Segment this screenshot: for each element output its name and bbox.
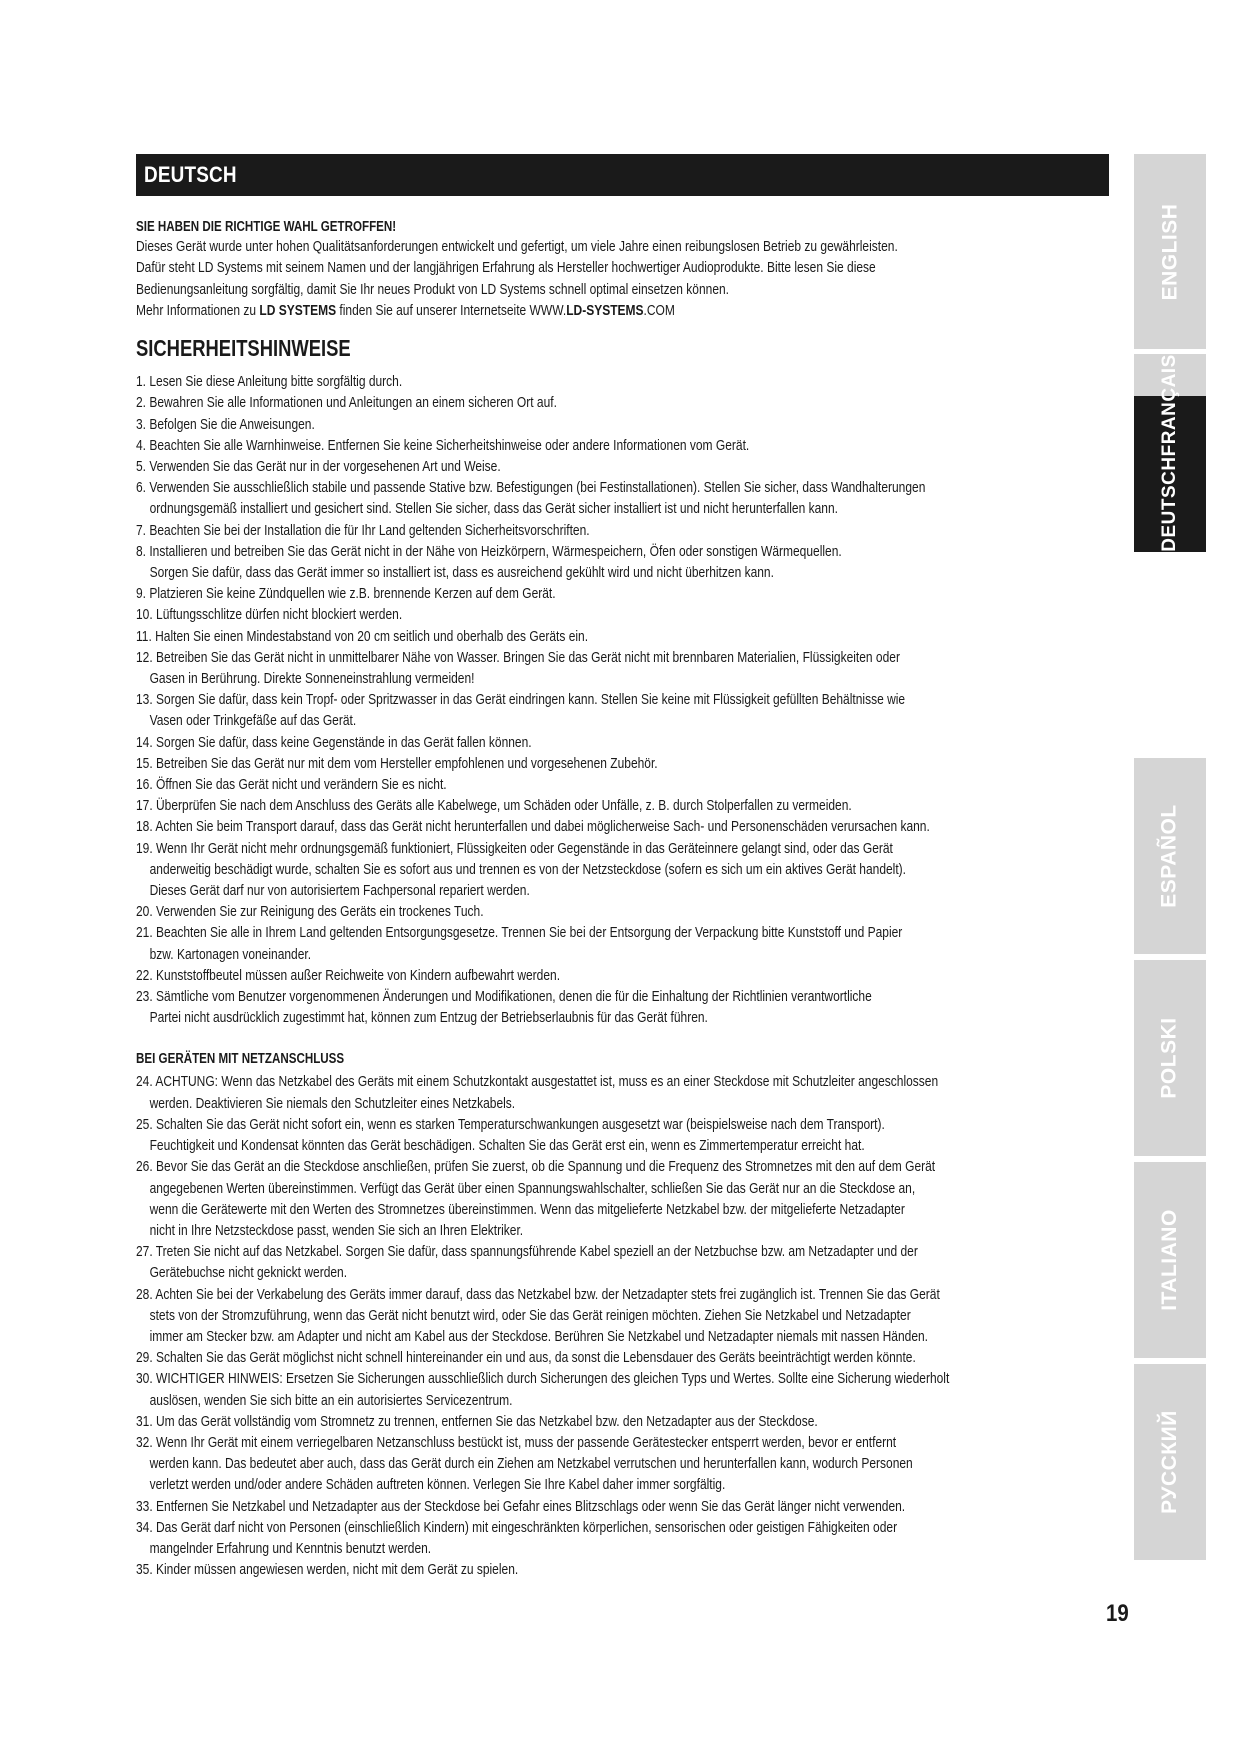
list-item: [136, 583, 1116, 604]
more-middle: finden Sie auf unserer Internetseite WWW.: [336, 301, 567, 319]
more-prefix: Mehr Informationen zu: [136, 301, 260, 319]
list-item-text: 18. Achten Sie beim Transport darauf, dass das Gerät nicht herunterfallen und dabei möglicherweise Sach- und Personenschäden verursachen kann.: [136, 818, 930, 836]
list-item-text: 29. Schalten Sie das Gerät möglichst nicht schnell hintereinander ein und aus, da sonst die Lebensdauer des Geräts beeinträchtigt werden könnte.: [136, 1349, 916, 1367]
list-item: [136, 922, 1116, 964]
list-item-continuation: Sorgen Sie dafür, dass das Gerät immer so installiert ist, dass es ausreichend gekühlt wird und nicht überhitzen kann.: [149, 564, 774, 582]
list-item: [136, 541, 1116, 583]
list-item-text: 30. WICHTIGER HINWEIS: Ersetzen Sie Sicherungen ausschließlich durch Sicherungen des gleichen Typs und Wertes. Sollte eine Sicherung wiederholt: [136, 1370, 950, 1388]
intro-more-info: [136, 300, 1116, 321]
list-item: [136, 392, 1116, 413]
list-item-continuation: werden kann. Das bedeutet aber auch, dass das Gerät durch ein Ziehen am Netzkabel verrutschen und herunterfallen kann, wodurch Personen: [149, 1455, 913, 1473]
list-item: [136, 477, 1116, 519]
list-item-text: 1. Lesen Sie diese Anleitung bitte sorgfältig durch.: [136, 373, 403, 391]
list-item-text: 25. Schalten Sie das Gerät nicht sofort ein, wenn es starken Temperaturschwankungen ausgesetzt war (beispielsweise nach dem Transport).: [136, 1115, 885, 1133]
language-tab[interactable]: [1134, 1162, 1206, 1358]
list-item: [136, 1241, 1116, 1283]
list-item-text: 26. Bevor Sie das Gerät an die Steckdose anschließen, prüfen Sie zuerst, ob die Spannung und die Frequenz des Stromnetzes mit den auf dem Gerät: [136, 1158, 936, 1176]
list-item-continuation: wenn die Gerätewerte mit den Werten des Stromnetzes übereinstimmen. Wenn das mitgelieferte Netzkabel bzw. der mitgelieferte Netzadapter: [149, 1200, 905, 1218]
safety-list: [136, 371, 1116, 1028]
list-item: [136, 626, 1116, 647]
list-item-continuation: nicht in Ihre Netzsteckdose passt, wenden Sie sich an Ihren Elektriker.: [149, 1221, 524, 1239]
list-item-text: 17. Überprüfen Sie nach dem Anschluss des Geräts alle Kabelwege, um Schäden oder Unfälle, z. B. durch Stolperfallen zu vermeiden.: [136, 797, 852, 815]
language-tab[interactable]: [1134, 960, 1206, 1156]
list-item: [136, 435, 1116, 456]
list-item-continuation: Partei nicht ausdrücklich zugestimmt hat, können zum Entzug der Betriebserlaubnis für das Gerät führen.: [149, 1009, 708, 1027]
list-item: [136, 732, 1116, 753]
language-tab[interactable]: [1134, 1364, 1206, 1560]
intro-line: Bedienungsanleitung sorgfältig, damit Sie Ihr neues Produkt von LD Systems schnell optimal einsetzen können.: [136, 280, 730, 298]
section-header-bar: [136, 154, 1109, 196]
list-item-continuation: Feuchtigkeit und Kondensat könnten das Gerät beschädigen. Schalten Sie das Gerät erst ein, wenn es Zimmertemperatur erreicht hat.: [149, 1137, 865, 1155]
list-item-text: 28. Achten Sie bei der Verkabelung des Geräts immer darauf, dass das Netzkabel bzw. der Netzadapter stets frei zugänglich ist. Trennen Sie das Gerät: [136, 1285, 940, 1303]
list-item: [136, 689, 1116, 731]
list-item: [136, 1411, 1116, 1432]
list-item: [136, 1347, 1116, 1368]
list-item-continuation: Gerätebuchse nicht geknickt werden.: [149, 1264, 348, 1282]
list-item-continuation: auslösen, wenden Sie sich bitte an ein autorisiertes Servicezentrum.: [149, 1391, 513, 1409]
more-suffix: .COM: [643, 301, 675, 319]
list-item: [136, 647, 1116, 689]
list-item-text: 35. Kinder müssen angewiesen werden, nicht mit dem Gerät zu spielen.: [136, 1561, 519, 1579]
list-item: [136, 1432, 1116, 1496]
list-item: [136, 838, 1116, 902]
list-item: [136, 1114, 1116, 1156]
list-item-continuation: verletzt werden und/oder andere Schäden auftreten können. Verlegen Sie Ihre Kabel daher immer sorgfältig.: [149, 1476, 726, 1494]
list-item: [136, 520, 1116, 541]
intro-line: Dieses Gerät wurde unter hohen Qualitätsanforderungen entwickelt und gefertigt, um viele Jahre einen reibungslosen Betrieb zu gewährleisten.: [136, 238, 898, 255]
list-item-continuation: Gasen in Berührung. Direkte Sonneneinstrahlung vermeiden!: [149, 670, 475, 688]
list-item: [136, 371, 1116, 392]
list-item: [136, 1368, 1116, 1410]
main-content: [136, 218, 1116, 1580]
list-item: [136, 774, 1116, 795]
tab-label-francais: FRANÇAIS: [1159, 354, 1181, 457]
list-item-continuation: werden. Deaktivieren Sie niemals den Schutzleiter eines Netzkabels.: [149, 1094, 516, 1112]
mains-list: [136, 1071, 1116, 1580]
language-tab-label: ENGLISH: [1158, 203, 1181, 300]
list-item: [136, 986, 1116, 1028]
list-item: [136, 1517, 1116, 1559]
list-item-continuation: angegebenen Werten übereinstimmen. Verfügt das Gerät über einen Spannungswahlschalter, schließen Sie das Gerät nur an die Steckdose an,: [149, 1179, 916, 1197]
list-item: [136, 604, 1116, 625]
list-item: [136, 1496, 1116, 1517]
list-item-text: 5. Verwenden Sie das Gerät nur in der vorgesehenen Art und Weise.: [136, 458, 501, 475]
list-item-continuation: Dieses Gerät darf nur von autorisiertem Fachpersonal repariert werden.: [149, 882, 530, 900]
list-item-continuation: immer am Stecker bzw. am Adapter und nicht am Kabel aus der Steckdose. Berühren Sie Netzkabel und Netzadapter niemals mit nassen Händen.: [149, 1327, 929, 1345]
list-item-text: 27. Treten Sie nicht auf das Netzkabel. Sorgen Sie dafür, dass spannungsführende Kabel speziell an der Netzbuchse bzw. am Netzadapter und der: [136, 1243, 918, 1261]
list-item-continuation: anderweitig beschädigt wurde, schalten Sie es sofort aus und trennen es von der Netzsteckdose (sofern es sich um ein aktives Gerät handelt).: [149, 860, 907, 878]
list-item: [136, 1156, 1116, 1241]
tab-label-wrap: [1134, 354, 1206, 552]
list-item: [136, 901, 1116, 922]
list-item: [136, 795, 1116, 816]
list-item-text: 8. Installieren und betreiben Sie das Gerät nicht in der Nähe von Heizkörpern, Wärmespeichern, Öfen oder sonstigen Wärmequellen.: [136, 542, 842, 560]
tab-label-deutsch: DEUTSCH: [1159, 456, 1181, 552]
safety-title: SICHERHEITSHINWEISE: [136, 335, 351, 362]
list-item-text: 15. Betreiben Sie das Gerät nur mit dem vom Hersteller empfohlenen und vorgesehenen Zubehör.: [136, 754, 658, 772]
list-item-text: 7. Beachten Sie bei der Installation die für Ihr Land geltenden Sicherheitsvorschriften.: [136, 521, 590, 539]
list-item-text: 23. Sämtliche vom Benutzer vorgenommenen Änderungen und Modifikationen, denen die für die Einhaltung der Richtlinien verantwortliche: [136, 988, 872, 1006]
list-item-text: 32. Wenn Ihr Gerät mit einem verriegelbaren Netzanschluss bestückt ist, muss der passende Gerätestecker entsperrt werden, bevor er entfernt: [136, 1433, 897, 1451]
list-item-text: 9. Platzieren Sie keine Zündquellen wie z.B. brennende Kerzen auf dem Gerät.: [136, 585, 556, 603]
list-item-text: 16. Öffnen Sie das Gerät nicht und verändern Sie es nicht.: [136, 776, 447, 794]
brand-name: LD SYSTEMS: [259, 301, 337, 319]
section-language-title: DEUTSCH: [144, 162, 237, 187]
list-item-text: 12. Betreiben Sie das Gerät nicht in unmittelbarer Nähe von Wasser. Bringen Sie das Gerät nicht mit brennbaren Materialien, Flüssigkeiten oder: [136, 648, 900, 666]
list-item: [136, 1559, 1116, 1580]
list-item-text: 34. Das Gerät darf nicht von Personen (einschließlich Kindern) mit eingeschränkten körperlichen, sensorischen oder geistigen Fähigkeiten oder: [136, 1518, 898, 1536]
website-domain: LD-SYSTEMS: [566, 301, 644, 319]
list-item: [136, 456, 1116, 477]
list-item-text: 6. Verwenden Sie ausschließlich stabile und passende Stative bzw. Befestigungen (bei Festinstallationen). Stellen Sie sicher, dass Wandhalterungen: [136, 479, 926, 497]
intro-line: Dafür steht LD Systems mit seinem Namen und der langjährigen Erfahrung als Hersteller hochwertiger Audioprodukte. Bitte lesen Sie diese: [136, 259, 876, 277]
language-tab-label: POLSKI: [1158, 1017, 1181, 1099]
list-item-text: 33. Entfernen Sie Netzkabel und Netzadapter aus der Steckdose bei Gefahr eines Blitzschlags oder wenn Sie das Gerät länger nicht verwenden.: [136, 1497, 906, 1515]
language-tab-label: РУССКИЙ: [1158, 1410, 1182, 1514]
list-item-continuation: stets von der Stromzuführung, wenn das Gerät nicht benutzt wird, oder Sie das Gerät reinigen möchten. Ziehen Sie Netzkabel und Netzadapter: [149, 1306, 911, 1324]
list-item-text: 3. Befolgen Sie die Anweisungen.: [136, 415, 315, 433]
list-item: [136, 965, 1116, 986]
list-item: [136, 753, 1116, 774]
list-item-text: 13. Sorgen Sie dafür, dass kein Tropf- oder Spritzwasser in das Gerät eindringen kann. Stellen Sie keine mit Flüssigkeit gefüllten Behältnisse wie: [136, 691, 906, 709]
list-item: [136, 1284, 1116, 1348]
list-item-continuation: ordnungsgemäß installiert und gesichert sind. Stellen Sie sicher, dass das Gerät sicher installiert ist und nicht herunterfallen kann.: [149, 500, 838, 518]
list-item-text: 31. Um das Gerät vollständig vom Stromnetz zu trennen, entfernen Sie das Netzkabel bzw. den Netzadapter aus der Steckdose.: [136, 1412, 818, 1430]
list-item-text: 11. Halten Sie einen Mindestabstand von 20 cm seitlich und oberhalb des Geräts ein.: [136, 627, 589, 645]
list-item-text: 10. Lüftungsschlitze dürfen nicht blockiert werden.: [136, 606, 403, 624]
list-item-text: 21. Beachten Sie alle in Ihrem Land geltenden Entsorgungsgesetze. Trennen Sie bei der Entsorgung der Verpackung bitte Kunststoff und Papier: [136, 924, 903, 942]
language-tab-group: [1134, 354, 1206, 552]
list-item-text: 22. Kunststoffbeutel müssen außer Reichweite von Kindern aufbewahrt werden.: [136, 966, 561, 984]
list-item-text: 14. Sorgen Sie dafür, dass keine Gegenstände in das Gerät fallen können.: [136, 733, 532, 751]
mains-title: BEI GERÄTEN MIT NETZANSCHLUSS: [136, 1051, 345, 1068]
list-item-text: 4. Beachten Sie alle Warnhinweise. Entfernen Sie keine Sicherheitshinweise oder andere Informationen vom Gerät.: [136, 436, 750, 454]
language-tab-label: ITALIANO: [1158, 1209, 1182, 1311]
language-tab[interactable]: [1134, 758, 1206, 954]
list-item-text: 20. Verwenden Sie zur Reinigung des Geräts ein trockenes Tuch.: [136, 903, 484, 921]
list-item-text: 24. ACHTUNG: Wenn das Netzkabel des Geräts mit einem Schutzkontakt ausgestattet ist, muss es an einer Steckdose mit Schutzleiter angeschlossen: [136, 1073, 939, 1091]
list-item: [136, 414, 1116, 435]
list-item: [136, 816, 1116, 837]
list-item-continuation: bzw. Kartonagen voneinander.: [149, 945, 312, 963]
list-item-text: 2. Bewahren Sie alle Informationen und Anleitungen an einem sicheren Ort auf.: [136, 394, 557, 412]
list-item-continuation: Vasen oder Trinkgefäße auf das Gerät.: [149, 712, 357, 730]
list-item-text: 19. Wenn Ihr Gerät nicht mehr ordnungsgemäß funktioniert, Flüssigkeiten oder Gegenstände in das Geräteinnere gelangt sind, oder das Gerät: [136, 839, 893, 857]
page-number: 19: [1106, 1600, 1129, 1627]
language-tab-label: ESPAÑOL: [1158, 804, 1181, 908]
list-item-continuation: mangelnder Erfahrung und Kenntnis benutzt werden.: [149, 1539, 432, 1557]
intro-title: SIE HABEN DIE RICHTIGE WAHL GETROFFEN!: [136, 219, 397, 235]
language-tab[interactable]: [1134, 154, 1206, 349]
list-item: [136, 1071, 1116, 1113]
language-tab-label: [1159, 354, 1181, 552]
